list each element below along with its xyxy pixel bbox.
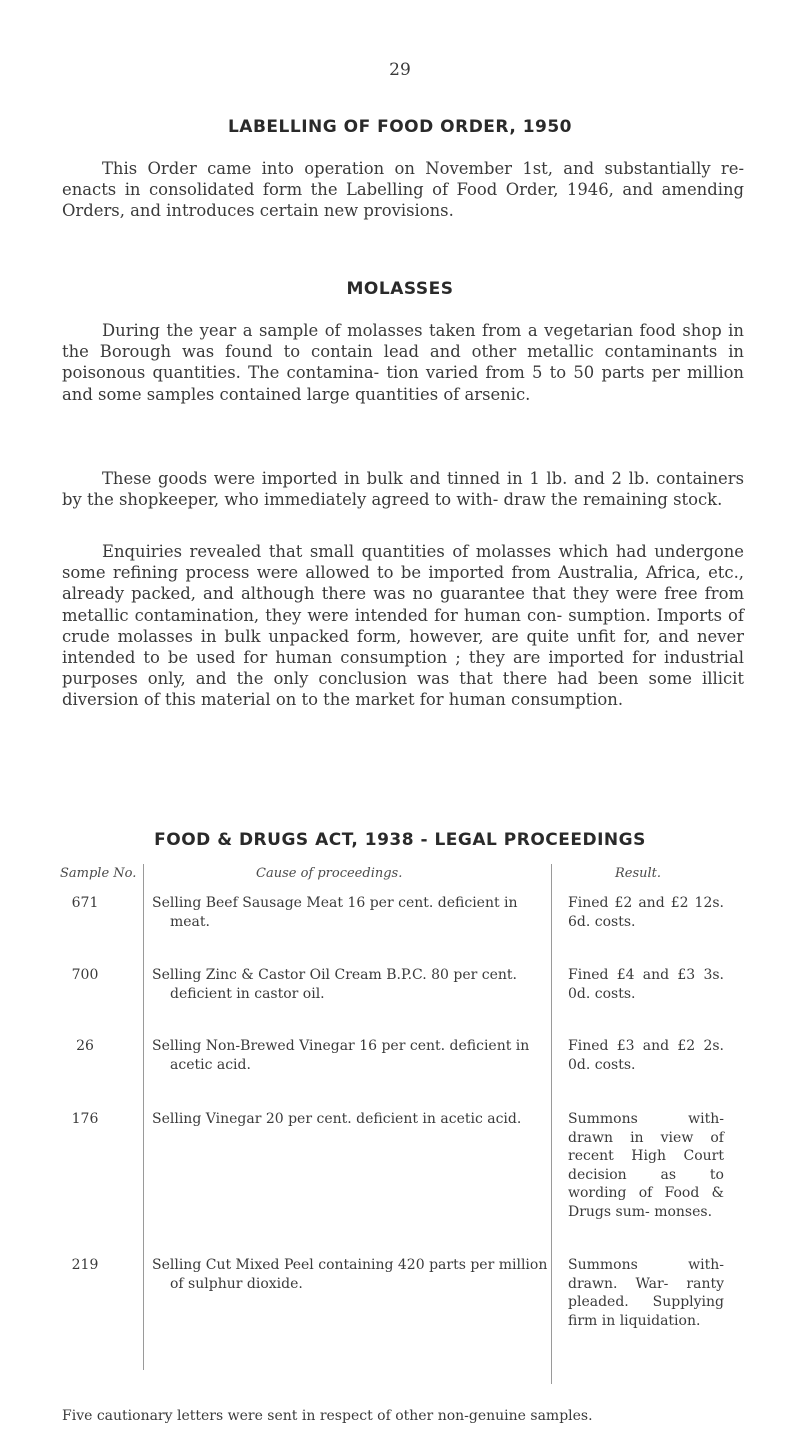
table-row-cause: Selling Non-Brewed Vinegar 16 per cent. deficient in acetic acid. (152, 1038, 530, 1073)
table-row-sample-no: 176 (71, 1111, 99, 1127)
paragraph-labelling-order: This Order came into operation on November 1st, and substantially re-enacts in consolidated form the Labelling of Food Order, 1946, and amending Orders, and introduces certain new provisions. (62, 159, 744, 221)
table-row-sample-no: 26 (76, 1038, 94, 1054)
footnote-cautionary-letters: Five cautionary letters were sent in respect of other non-genuine samples. (62, 1408, 593, 1424)
table-row-sample-no: 671 (71, 895, 99, 911)
table-row-result: Fined £2 and £2 12s. 6d. costs. (568, 895, 724, 930)
paragraph-molasses-2: These goods were imported in bulk and tinned in 1 lb. and 2 lb. containers by the shopkeeper, who immediately agreed to with- draw the remaining stock. (62, 469, 744, 510)
table-row-cause: Selling Zinc & Castor Oil Cream B.P.C. 80 per cent. deficient in castor oil. (152, 967, 518, 1002)
heading-molasses: MOLASSES (346, 279, 454, 299)
heading-legal-proceedings: FOOD & DRUGS ACT, 1938 - LEGAL PROCEEDINGS (154, 830, 646, 850)
paragraph-molasses-1: During the year a sample of molasses taken from a vegetarian food shop in the Borough was found to contain lead and other metallic contaminants in poisonous quantities. The contamina- tion varied from 5 to 50 parts per million and some samples contained large quantities of arsenic. (62, 321, 744, 404)
table-row-sample-no: 700 (71, 967, 99, 983)
page-number: 29 (389, 60, 411, 80)
table-row-sample-no: 219 (71, 1257, 99, 1273)
table-row-result: Fined £3 and £2 2s. 0d. costs. (568, 1038, 724, 1073)
paragraph-molasses-3: Enquiries revealed that small quantities of molasses which had undergone some refining process were allowed to be imported from Australia, Africa, etc., already packed, and although there was no guarantee that they were free from metallic contamination, they were intended for human con- sumption. Imports of crude molasses in bulk unpacked form, however, are quite unfit for, and never intended to be used for human consumption ; they are imported for industrial purposes only, and the only conclusion was that there had been some illicit diversion of this material on to the market for human consumption. (62, 542, 744, 710)
table-row-cause: Selling Vinegar 20 per cent. deficient in acetic acid. (152, 1111, 522, 1127)
table-row-result: Fined £4 and £3 3s. 0d. costs. (568, 967, 724, 1002)
table-row-cause: Selling Beef Sausage Meat 16 per cent. deficient in meat. (152, 895, 518, 930)
table-row-cause: Selling Cut Mixed Peel containing 420 parts per million of sulphur dioxide. (152, 1257, 548, 1292)
table-row-result: Summons with- drawn. War- ranty pleaded. Supplying firm in liquidation. (568, 1257, 724, 1329)
table-row-result: Summons with- drawn in view of recent High Court decision as to wording of Food & Drugs sum- monses. (568, 1111, 724, 1220)
column-header-sample-no: Sample No. (60, 866, 137, 881)
heading-labelling-order: LABELLING OF FOOD ORDER, 1950 (227, 117, 573, 137)
column-header-result: Result. (615, 866, 662, 881)
column-header-cause: Cause of proceedings. (256, 866, 403, 881)
table-divider-left (143, 864, 144, 1370)
table-divider-right (551, 864, 552, 1384)
